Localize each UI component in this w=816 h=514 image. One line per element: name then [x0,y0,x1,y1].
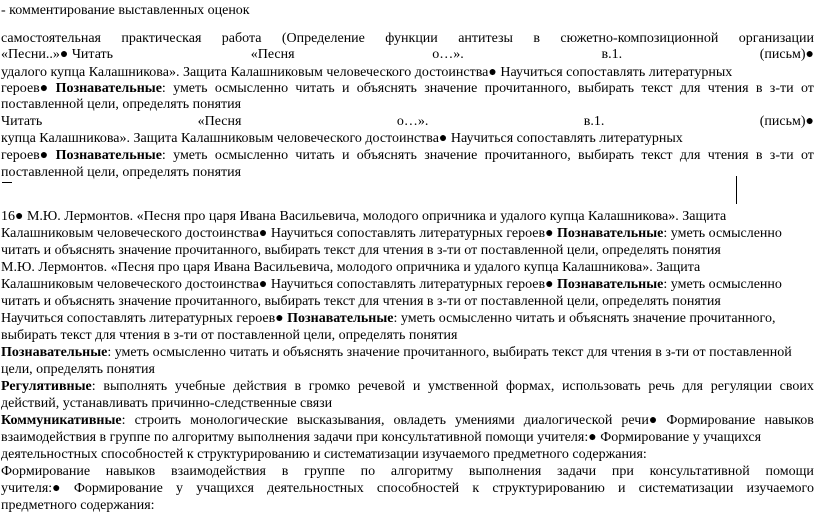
text-word: купца Калашникова». Защита Калашниковым человеческого достоинства● Научиться сопоставлять литературных [1,131,683,146]
text-word: учебные [174,379,226,394]
text-word: уметь [173,81,208,96]
text-word: выполнять [103,379,168,394]
text-word: поставленной цели, определять понятия [1,97,242,112]
text-word: взаимодействия в группе по алгоритму выполнения задачи при консультативной помощи учителя:● Формирование у учащихся [1,430,762,445]
text-word: для [682,379,703,394]
text-line [1,446,814,463]
text-word: речь [648,379,675,394]
text-line [1,480,814,497]
text-word: Коммуникативные: [1,413,126,428]
text-line [1,64,814,81]
text-word: в [755,81,763,96]
text-word: диалогической [523,413,613,428]
text-word: способностей [376,481,460,496]
text-word: текст [641,81,673,96]
text-line [1,361,814,378]
text-word: Читать [1,114,43,129]
text-word: - комментирование выставленных оценок [1,3,250,18]
text-word: Калашниковым человеческого достоинства● Научиться сопоставлять литературных героев● Познавательные: уметь осмысленно [1,277,782,292]
text-word: при [611,464,634,479]
text-word: о…». [396,114,429,129]
text-word: героев● [1,81,49,96]
text-word: взаимодействия [170,464,266,479]
text-word: «Песня [250,47,295,62]
text-word: з-ти [769,148,794,163]
text-word: чтения [707,81,749,96]
text-word: функции [385,31,438,46]
text-line [1,344,814,361]
text-line [1,276,814,293]
text-word: и [341,81,350,96]
text-word: использовать [562,379,641,394]
text-word: Познавательные: [55,148,166,163]
text-word: высказывания, [296,413,385,428]
text-word: группе [304,464,345,479]
text-line [1,130,814,147]
text-line [1,208,814,225]
text-word: поставленной цели, определять понятия [1,165,242,180]
text-word: выбирать [578,81,635,96]
text-word: для [679,81,701,96]
text-word: выбирать [578,148,635,163]
text-word: (письм)● [759,114,814,129]
text-word: к [472,481,480,496]
text-word: консультативной [649,464,750,479]
text-word: действий, устанавливать причинно-следственные связи [1,396,333,411]
text-line [1,429,814,446]
text-line [1,327,814,344]
text-word: умственной [428,379,499,394]
text-word: значение [424,148,478,163]
text-line [1,147,814,164]
text-word: навыков [105,464,156,479]
text-word: о…». [432,47,464,62]
text-word: 16● М.Ю. Лермонтов. «Песня про царя Ивана Васильевича, молодого опричника и удалого купца Калашникова». Защита [1,209,727,224]
text-word: монологические [190,413,288,428]
text-word: значение [424,81,478,96]
text-line [1,395,814,412]
text-word: текст [641,148,673,163]
text-word: для [679,148,701,163]
text-word: действия [233,379,287,394]
text-word: «Песня [197,114,242,129]
text-word: читать [295,148,335,163]
text-word: речи● [621,413,658,428]
text-word: антитезы [458,31,513,46]
text-word: Регулятивные: [1,379,96,394]
text-line [1,293,814,310]
text-word: систематизации [638,481,734,496]
text-line [1,164,814,181]
text-line [1,412,814,429]
text-word: «Песни..»● Читать [1,47,114,62]
text-line [1,242,814,259]
text-word: задачи [557,464,597,479]
text-word: от [800,81,814,96]
text-word: деятельностных способностей к структурированию и систематизации изучаемого предметного содержания: [1,447,647,462]
text-cursor-mark [2,182,12,183]
text-line [1,378,814,395]
text-word: цели, определять понятия [1,362,155,377]
text-line [1,80,814,97]
text-line [1,96,814,113]
text-word: у [176,481,184,496]
text-word: (письм)● [759,47,814,62]
text-word: Познавательные: уметь осмысленно читать и объяснять значение прочитанного, выбирать текст для чтения в з-ти от поставленной [1,345,792,360]
text-word: прочитанного, [484,81,571,96]
text-word: навыков [764,413,814,428]
text-word: овладеть [393,413,446,428]
text-word: своих [779,379,814,394]
text-word: формах, [505,379,555,394]
text-word: М.Ю. Лермонтов. «Песня про царя Ивана Васильевича, молодого опричника и удалого купца Калашникова». Защита [1,260,701,275]
text-word: организации [738,31,814,46]
text-word: Познавательные: [55,81,166,96]
text-word: практическая [121,31,202,46]
text-word: строить [134,413,182,428]
text-word: объяснять [356,81,417,96]
text-word: объяснять [356,148,417,163]
text-line [1,310,814,327]
text-word: в [294,379,302,394]
text-word: чтения [707,148,749,163]
text-word: структурированию [492,481,605,496]
text-word: помощи [765,464,814,479]
text-word: Формирование [666,413,756,428]
text-word: прочитанного, [484,148,571,163]
text-word: в.1. [583,114,605,129]
text-word: по [360,464,376,479]
text-word: и [412,379,421,394]
text-word: и [617,481,626,496]
text-word: читать и объяснять значение прочитанного, выбирать текст для чтения в з-ти от поставленной цели, определять понятия [1,294,721,309]
text-word: сюжетно-композиционной [560,31,719,46]
text-word: в [533,31,540,46]
text-word: умениями [455,413,515,428]
text-word: з-ти [769,81,794,96]
text-word: речевой [357,379,406,394]
text-word: алгоритму [390,464,454,479]
text-word: выбирать текст для чтения в з-ти от поставленной цели, определять понятия [1,328,458,343]
text-line [1,2,814,19]
text-word: выполнения [468,464,542,479]
text-word: осмысленно [214,81,289,96]
text-line [1,113,814,130]
text-word: самостоятельная [1,31,101,46]
text-word: учащихся [196,481,254,496]
text-word: работа [221,31,262,46]
text-word: громко [308,379,351,394]
text-word: учителя:● [1,481,61,496]
text-word: Научиться сопоставлять литературных героев● Познавательные: уметь осмысленно читать и объяснять значение прочитанного, [1,311,776,326]
text-word: осмысленно [214,148,289,163]
text-word: героев● [1,148,49,163]
text-word: читать [295,81,335,96]
text-word: от [800,148,814,163]
text-word: Формирование [1,464,91,479]
text-word: уметь [173,148,208,163]
text-line [1,259,814,276]
text-word: и [341,148,350,163]
text-word: изучаемого [746,481,814,496]
text-line [1,225,814,242]
text-line [1,30,814,47]
text-line [1,46,814,63]
text-word: деятельностных [267,481,364,496]
text-word: в.1. [601,47,623,62]
text-word: удалого купца Калашникова». Защита Калашниковым человеческого достоинства● Научиться сопоставлять литературных [1,65,733,80]
text-word: в [755,148,763,163]
text-word: в [281,464,289,479]
text-word: читать и объяснять значение прочитанного, выбирать текст для чтения в з-ти от поставленной цели, определять понятия [1,243,721,258]
text-word: регуляции [710,379,772,394]
text-line [1,463,814,480]
text-word: (Определение [281,31,365,46]
text-word: Калашниковым человеческого достоинства● Научиться сопоставлять литературных героев● Познавательные: уметь осмысленно [1,226,782,241]
text-word: Формирование [73,481,163,496]
text-word: предметного содержания: [1,498,155,513]
